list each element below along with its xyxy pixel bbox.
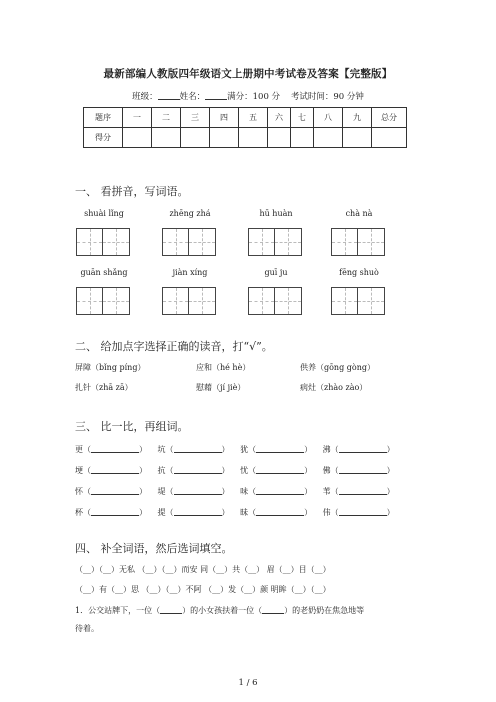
answer-blank[interactable] — [174, 443, 222, 453]
score-cell: 一 — [123, 108, 152, 128]
answer-blank[interactable] — [256, 464, 304, 474]
score-table-header-row — [84, 108, 407, 128]
writing-grid[interactable] — [162, 287, 216, 315]
answer-blank[interactable] — [339, 485, 387, 495]
compare-char: 提 — [157, 508, 166, 517]
compare-char: 犹 — [240, 445, 249, 454]
q2-heading: 二、 给加点字选择正确的读音，打“√”。 — [75, 340, 273, 353]
grid-cell[interactable] — [103, 288, 129, 314]
pinyin-label: guān shǎng — [80, 268, 128, 277]
answer-blank[interactable] — [174, 506, 222, 516]
answer-blank[interactable] — [339, 443, 387, 453]
score-table-score-row — [84, 128, 407, 148]
grid-cell[interactable] — [163, 288, 189, 314]
writing-grid[interactable] — [248, 287, 302, 315]
writing-grid[interactable] — [76, 228, 130, 256]
answer-blank[interactable] — [256, 485, 304, 495]
answer-blank[interactable] — [256, 506, 304, 516]
pronunciation-option[interactable]: 扎针（zhā zā） — [75, 383, 133, 392]
pinyin-label: guī ju — [264, 268, 288, 277]
grid-cell[interactable] — [275, 288, 301, 314]
name-blank — [205, 90, 227, 100]
pronunciation-option[interactable]: 供养（gōng gòng） — [300, 363, 375, 372]
score-cell: 总分 — [372, 108, 407, 128]
answer-blank[interactable] — [339, 506, 387, 516]
score-row-label: 得分 — [84, 128, 123, 148]
grid-cell[interactable] — [332, 229, 358, 255]
score-input[interactable] — [181, 128, 210, 148]
answer-blank[interactable] — [256, 443, 304, 453]
score-input[interactable] — [343, 128, 372, 148]
compare-word-row: 怀（ ） 堤（ ） 味（ ） 苇（ ） — [75, 487, 395, 496]
compare-char: 堤 — [157, 487, 166, 496]
score-input[interactable] — [372, 128, 407, 148]
grid-cell[interactable] — [77, 229, 103, 255]
score-input[interactable] — [291, 128, 314, 148]
score-cell: 六 — [268, 108, 291, 128]
pronunciation-option[interactable]: 应和（hé hè） — [196, 363, 251, 372]
score-input[interactable] — [123, 128, 152, 148]
grid-cell[interactable] — [358, 229, 384, 255]
pinyin-label: chà nà — [345, 209, 373, 218]
exam-info — [0, 90, 496, 102]
grid-cell[interactable] — [249, 288, 275, 314]
idiom-line[interactable]: （__）（__）无私 （__）（__）而安 同（__）共（__） 眉（__）目（__） — [75, 565, 331, 574]
compare-char: 抗 — [157, 466, 166, 475]
score-input[interactable] — [210, 128, 239, 148]
score-input[interactable] — [314, 128, 343, 148]
grid-cell[interactable] — [103, 229, 129, 255]
grid-cell[interactable] — [332, 288, 358, 314]
class-label: 班级： — [132, 92, 158, 102]
grid-cell[interactable] — [189, 229, 215, 255]
sentence-text: ）的老奶奶在焦急地等 — [284, 606, 365, 615]
score-cell: 八 — [314, 108, 343, 128]
pinyin-label: fēng shuò — [339, 268, 379, 277]
compare-word-row: 更（ ） 坑（ ） 犹（ ） 沸（ ） — [75, 445, 395, 454]
answer-blank[interactable] — [91, 506, 139, 516]
grid-cell[interactable] — [358, 288, 384, 314]
idiom-line[interactable]: （__）有（__）思 （__）（__）不阿 （__）发（__）颜 明眸（__）（__） — [75, 585, 331, 594]
document-title: 最新部编人教版四年级语文上册期中考试卷及答案【完整版】 — [103, 68, 393, 80]
compare-char: 佛 — [322, 466, 331, 475]
compare-char: 味 — [240, 487, 249, 496]
writing-grid[interactable] — [162, 228, 216, 256]
score-cell: 题序 — [84, 108, 123, 128]
exam-time: 考试时间：90 分钟 — [290, 92, 364, 102]
pronunciation-option[interactable]: 慰藉（jí jiè） — [196, 383, 246, 392]
score-cell: 二 — [152, 108, 181, 128]
sentence-text: 待着。 — [75, 624, 99, 633]
answer-blank[interactable] — [174, 464, 222, 474]
q4-heading: 四、 补全词语，然后选词填空。 — [75, 542, 233, 555]
writing-grid[interactable] — [331, 287, 385, 315]
answer-blank[interactable] — [91, 485, 139, 495]
full-score: 满分：100 分 — [227, 92, 281, 102]
pronunciation-option[interactable]: 屏障（bǐng píng） — [75, 363, 146, 372]
score-cell: 九 — [343, 108, 372, 128]
answer-blank[interactable] — [262, 604, 284, 614]
answer-blank[interactable] — [160, 604, 182, 614]
sentence-text: 1．公交站牌下，一位（ — [75, 606, 161, 615]
compare-char: 苇 — [322, 487, 331, 496]
score-table — [83, 107, 407, 148]
pinyin-label: zhēng zhá — [169, 209, 211, 218]
page-number: 1 / 6 — [238, 678, 258, 688]
compare-char: 怀 — [75, 487, 83, 496]
compare-char: 坑 — [157, 445, 166, 454]
compare-word-row: 杯（ ） 提（ ） 昧（ ） 伟（ ） — [75, 508, 395, 517]
compare-char: 昧 — [240, 508, 249, 517]
compare-word-row: 埂（ ） 抗（ ） 忧（ ） 佛（ ） — [75, 466, 395, 475]
compare-char: 伟 — [322, 508, 331, 517]
answer-blank[interactable] — [174, 485, 222, 495]
pinyin-label: shuài lǐng — [84, 209, 124, 218]
score-cell: 七 — [291, 108, 314, 128]
compare-char: 更 — [75, 445, 83, 454]
score-cell: 五 — [239, 108, 268, 128]
writing-grid[interactable] — [248, 228, 302, 256]
name-label: 姓名： — [179, 92, 206, 102]
sentence-text: ）的小女孩扶着一位（ — [182, 606, 263, 615]
pinyin-label: hū huàn — [259, 209, 293, 218]
grid-cell[interactable] — [249, 229, 275, 255]
score-input[interactable] — [152, 128, 181, 148]
score-cell: 四 — [210, 108, 239, 128]
class-blank — [158, 90, 180, 100]
compare-char: 埂 — [75, 466, 83, 475]
q1-heading: 一、 看拼音，写词语。 — [75, 185, 189, 198]
score-cell: 三 — [181, 108, 210, 128]
writing-grid[interactable] — [331, 228, 385, 256]
compare-char: 杯 — [75, 508, 83, 517]
compare-char: 忧 — [240, 466, 249, 475]
score-input[interactable] — [239, 128, 268, 148]
grid-cell[interactable] — [275, 229, 301, 255]
grid-cell[interactable] — [163, 229, 189, 255]
writing-grid[interactable] — [76, 287, 130, 315]
answer-blank[interactable] — [91, 464, 139, 474]
answer-blank[interactable] — [339, 464, 387, 474]
q3-heading: 三、 比一比，再组词。 — [75, 420, 189, 433]
pinyin-label: jiàn xíng — [172, 268, 208, 277]
grid-cell[interactable] — [77, 288, 103, 314]
compare-char: 沸 — [322, 445, 331, 454]
grid-cell[interactable] — [189, 288, 215, 314]
pronunciation-option[interactable]: 病灶（zhào zào） — [300, 383, 368, 392]
fill-sentence — [75, 604, 364, 616]
score-input[interactable] — [268, 128, 291, 148]
answer-blank[interactable] — [91, 443, 139, 453]
